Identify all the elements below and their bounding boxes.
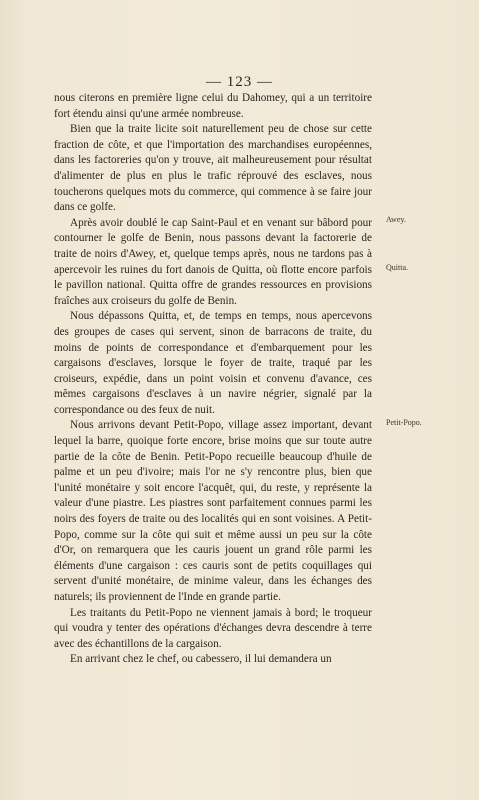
margin-note-quitta: Quitta. [386,263,408,272]
margin-note-petit-popo: Petit-Popo. [386,418,422,427]
page-number: — 123 — [206,74,273,90]
body-text [54,91,372,668]
margin-note-awey: Awey. [386,215,406,224]
paragraph-5: Nous arrivons devant Petit-Popo, village assez important, devant lequel la barre, quoique forte encore, brise moins que sur toute autre partie de la côte de Benin. Petit-Popo recueille beaucoup d'huile de palme et un peu d'ivoire; mais l'or ne s'y rencontre plus, bien que l'unité monétaire y soit encore l'acquêt, qui, du reste, y représente la valeur d'une piastre. Les piastres sont parfaitement connues parmi les noirs des foyers de traite ou des localités qui en sont voisines. A Petit-Popo, comme sur la côte qui suit et même aussi un peu sur la côte d'Or, on remarquera que les cauris jouent un grand rôle parmi les éléments d'une cargaison : ces cauris sont de petits coquillages qui servent d'unité monétaire, de minime valeur, dans les échanges des naturels; ils proviennent de l'Inde en grande partie. [54,419,372,603]
paragraph-7: En arrivant chez le chef, ou cabessero, il lui demandera un [70,653,332,666]
paragraph-1: nous citerons en première ligne celui du Dahomey, qui a un territoire fort étendu ainsi qu'une armée nombreuse. [54,92,372,120]
paragraph-3: Après avoir doublé le cap Saint-Paul et en venant sur bâbord pour contourner le golfe de Benin, nous passons devant la factorerie de traite de noirs d'Awey, et, quelque temps après, nous ne tardons pas à apercevoir les ruines du fort danois de Quitta, où flotte encore parfois le pavillon national. Quitta offre de grandes ressources en provisions fraîches aux croiseurs du golfe de Benin. [54,216,372,307]
paragraph-6: Les traitants du Petit-Popo ne viennent jamais à bord; le troqueur qui voudra y tenter des opérations d'échanges devra descendre à terre avec des échantillons de la cargaison. [54,606,372,650]
paragraph-4: Nous dépassons Quitta, et, de temps en temps, nous apercevons des groupes de cases qui servent, sinon de barracons de traite, du moins de points de correspondance et d'embarquement pour les cargaisons d'esclaves, lorsque le foyer de traite, traqué par les croiseurs, expédie, dans un point voisin et convenu d'avance, ces mêmes cargaisons d'esclaves à un navire négrier, signalé par la correspondance ou des feux de nuit. [54,310,372,416]
paragraph-2: Bien que la traite licite soit naturellement peu de chose sur cette fraction de côte, et que l'importation des marchandises européennes, dans les factoreries qu'on y trouve, ait malheureusement pour résultat d'alimenter de plus en plus le trafic réprouvé des esclaves, nous toucherons quelques mots du commerce, qui commence à se faire jour dans ce golfe. [54,123,372,214]
